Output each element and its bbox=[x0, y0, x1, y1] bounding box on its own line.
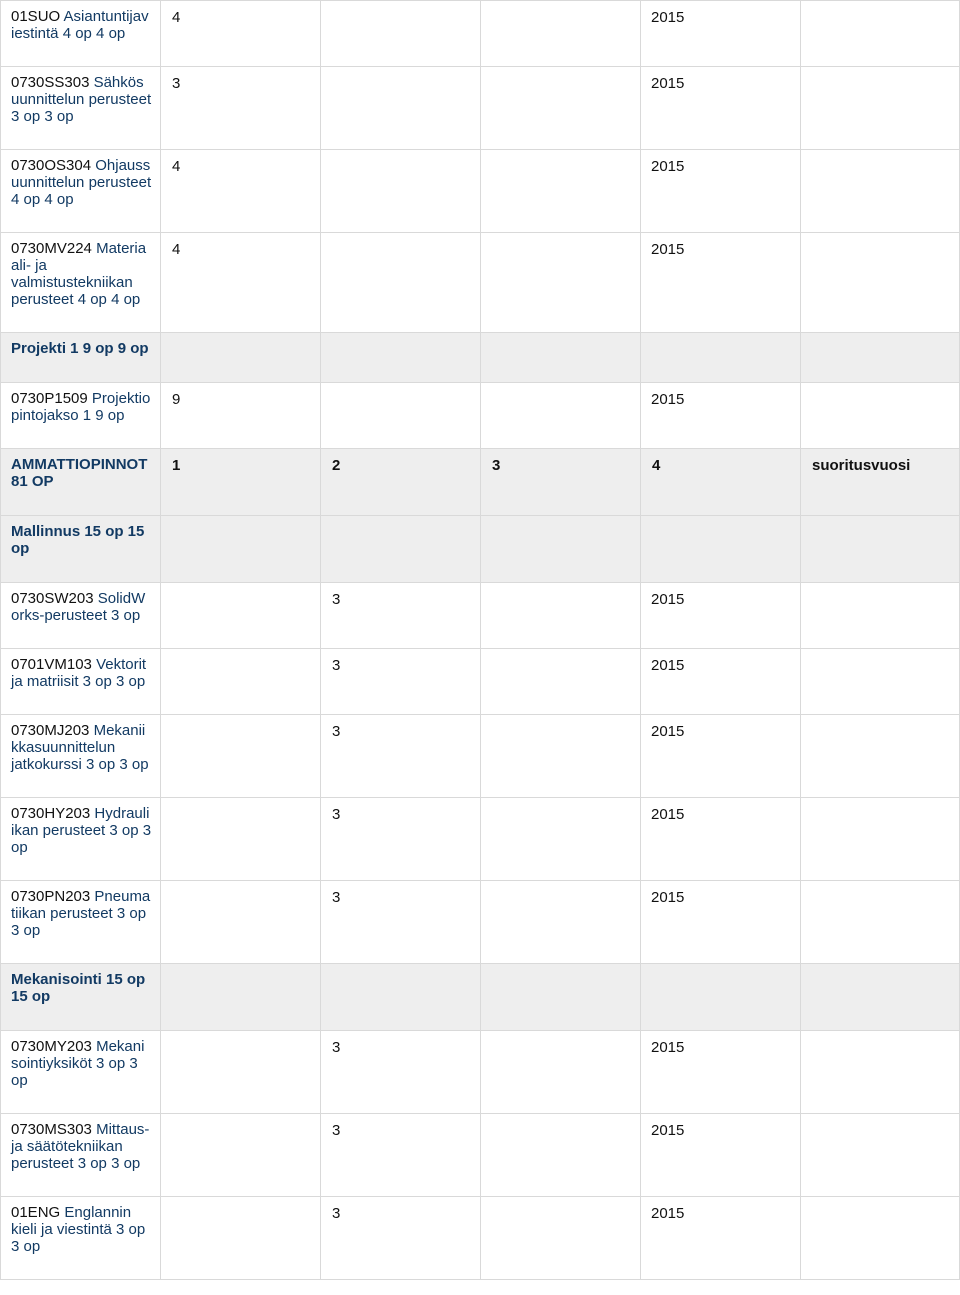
group-title: Mekanisointi 15 op 15 op bbox=[1, 964, 161, 1031]
credits-value: 3 bbox=[332, 1122, 341, 1139]
course-code: 01ENG bbox=[11, 1204, 61, 1221]
course-row bbox=[1, 1031, 960, 1114]
course-code: 0730PN203 bbox=[11, 888, 91, 905]
credits-value: 3 bbox=[332, 657, 341, 674]
year-value: 2015 bbox=[651, 657, 685, 674]
course-name: Projektio pintojakso 1 9 op bbox=[11, 390, 151, 424]
group-row-projekti bbox=[1, 333, 960, 383]
course-code: 0730SW203 bbox=[11, 590, 94, 607]
completion-year-header: suoritusvuosi bbox=[812, 457, 911, 474]
credits-value: 3 bbox=[332, 1039, 341, 1056]
credits-value: 3 bbox=[332, 806, 341, 823]
year-value: 2015 bbox=[651, 9, 685, 26]
year-column-header: 4 bbox=[652, 457, 661, 474]
course-code: 0730P1509 bbox=[11, 390, 88, 407]
credits-value: 3 bbox=[332, 1205, 341, 1222]
year-value: 2015 bbox=[651, 391, 685, 408]
course-name: Mittaus- ja säätötekniikan perusteet 3 op 3 op bbox=[11, 1121, 150, 1172]
section-header-row bbox=[1, 449, 960, 516]
credits-value: 3 bbox=[332, 889, 341, 906]
year-value: 2015 bbox=[651, 889, 685, 906]
year-value: 2015 bbox=[651, 723, 685, 740]
course-name: SolidW orks-perusteet 3 op bbox=[11, 590, 146, 624]
year-column-header: 3 bbox=[492, 457, 501, 474]
course-code: 0730SS303 bbox=[11, 74, 90, 91]
course-row bbox=[1, 233, 960, 333]
course-row bbox=[1, 383, 960, 449]
group-row-mallinnus bbox=[1, 516, 960, 583]
course-code: 0730MS303 bbox=[11, 1121, 92, 1138]
year-value: 2015 bbox=[651, 1039, 685, 1056]
credits-value: 4 bbox=[172, 9, 181, 26]
credits-value: 4 bbox=[172, 241, 181, 258]
credits-value: 3 bbox=[332, 591, 341, 608]
course-name: Ohjauss uunnittelun perusteet 4 op 4 op bbox=[11, 157, 152, 208]
course-code: 01SUO bbox=[11, 8, 61, 25]
course-row bbox=[1, 881, 960, 964]
course-name: Englannin kieli ja viestintä 3 op 3 op bbox=[11, 1204, 146, 1255]
course-code: 0730MY203 bbox=[11, 1038, 92, 1055]
course-name: Mekanii kkasuunnittelun jatkokurssi 3 op 3 op bbox=[11, 722, 149, 773]
course-row bbox=[1, 583, 960, 649]
course-name: Materia ali- ja valmistustekniikan perusteet 4 op 4 op bbox=[11, 240, 147, 308]
course-code: 0730MV224 bbox=[11, 240, 92, 257]
course-code: 0730MJ203 bbox=[11, 722, 90, 739]
credits-value: 3 bbox=[172, 75, 181, 92]
group-row-mekanisointi bbox=[1, 964, 960, 1031]
year-value: 2015 bbox=[651, 591, 685, 608]
credits-value: 3 bbox=[332, 723, 341, 740]
credits-value: 9 bbox=[172, 391, 181, 408]
section-title: AMMATTIOPINNOT 81 OP bbox=[1, 449, 161, 516]
course-name: Hydrauli ikan perusteet 3 op 3 op bbox=[11, 805, 152, 856]
group-title: Projekti 1 9 op 9 op bbox=[1, 333, 161, 383]
year-column-header: 2 bbox=[332, 457, 341, 474]
credits-value: 4 bbox=[172, 158, 181, 175]
course-row bbox=[1, 150, 960, 233]
course-row bbox=[1, 1, 960, 67]
course-code: 0730HY203 bbox=[11, 805, 91, 822]
course-row bbox=[1, 1197, 960, 1280]
group-title: Mallinnus 15 op 15 op bbox=[1, 516, 161, 583]
course-row bbox=[1, 649, 960, 715]
course-name: Pneuma tiikan perusteet 3 op 3 op bbox=[11, 888, 151, 939]
course-name: Sähkös uunnittelun perusteet 3 op 3 op bbox=[11, 74, 152, 125]
year-value: 2015 bbox=[651, 158, 685, 175]
course-row bbox=[1, 798, 960, 881]
year-value: 2015 bbox=[651, 241, 685, 258]
year-column-header: 1 bbox=[172, 457, 181, 474]
year-value: 2015 bbox=[651, 1205, 685, 1222]
year-value: 2015 bbox=[651, 75, 685, 92]
course-row bbox=[1, 715, 960, 798]
course-name: Mekani sointiyksiköt 3 op 3 op bbox=[11, 1038, 145, 1089]
course-name: Asiantuntijav iestintä 4 op 4 op bbox=[11, 8, 149, 42]
year-value: 2015 bbox=[651, 1122, 685, 1139]
course-code: 0730OS304 bbox=[11, 157, 92, 174]
course-cell bbox=[1, 1, 161, 67]
course-row bbox=[1, 1114, 960, 1197]
year-value: 2015 bbox=[651, 806, 685, 823]
course-code: 0701VM103 bbox=[11, 656, 92, 673]
course-name: Vektorit ja matriisit 3 op 3 op bbox=[11, 656, 147, 690]
course-row bbox=[1, 67, 960, 150]
